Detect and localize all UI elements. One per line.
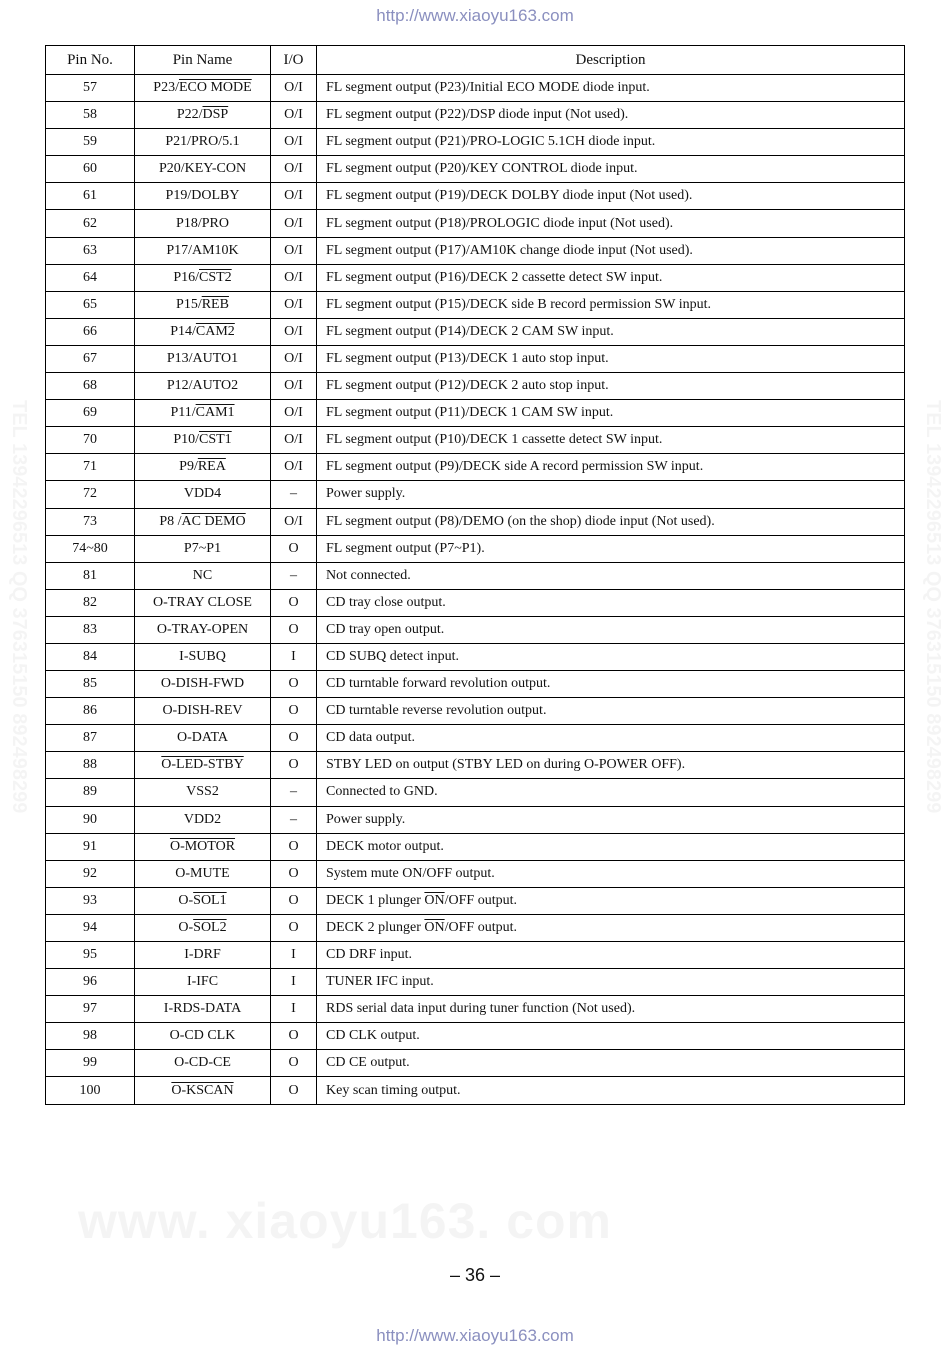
table-row — [46, 969, 905, 996]
table-row — [46, 373, 905, 400]
table-row — [46, 427, 905, 454]
pin-description — [317, 400, 905, 427]
pin-number: 86 — [46, 698, 135, 725]
table-row — [46, 833, 905, 860]
pin-number: 87 — [46, 725, 135, 752]
pin-description — [317, 75, 905, 102]
table-row — [46, 942, 905, 969]
pin-name — [135, 345, 271, 372]
pin-name-text: P14/ — [170, 323, 196, 339]
table-row — [46, 589, 905, 616]
pin-number: 61 — [46, 183, 135, 210]
pin-name-text: P20/KEY-CON — [158, 161, 247, 177]
pin-description — [317, 535, 905, 562]
pin-description — [317, 373, 905, 400]
pin-name-text: VDD4 — [183, 486, 222, 502]
pin-name — [135, 75, 271, 102]
pin-name-text: NC — [192, 567, 213, 583]
pin-number: 68 — [46, 373, 135, 400]
pin-name — [135, 373, 271, 400]
description-text: RDS serial data input during tuner function (Not used). — [326, 1001, 636, 1017]
pin-io: O/I — [271, 210, 317, 237]
pin-name — [135, 562, 271, 589]
table-row — [46, 291, 905, 318]
pin-name-overline: ECO MODE — [178, 80, 252, 96]
pin-description — [317, 562, 905, 589]
pin-number: 83 — [46, 616, 135, 643]
table-row — [46, 264, 905, 291]
pin-number: 71 — [46, 454, 135, 481]
pin-name — [135, 400, 271, 427]
pin-io: O — [271, 833, 317, 860]
pin-name-text: P7~P1 — [183, 540, 222, 556]
table-header-row — [46, 46, 905, 75]
table-row — [46, 914, 905, 941]
table-row — [46, 1077, 905, 1104]
pin-number: 95 — [46, 942, 135, 969]
pin-name-overline: $\overline{REB}$ — [201, 296, 229, 312]
pin-number: 100 — [46, 1077, 135, 1104]
pin-io: O/I — [271, 318, 317, 345]
pin-name — [135, 752, 271, 779]
pin-name-overline: CAM2 — [195, 323, 235, 339]
pin-name-overline: SOL2 — [193, 919, 227, 935]
pin-name — [135, 589, 271, 616]
pin-name — [135, 914, 271, 941]
pin-number: 69 — [46, 400, 135, 427]
description-text: FL segment output (P18)/PROLOGIC diode input (Not used). — [326, 215, 674, 231]
pin-name — [135, 887, 271, 914]
pin-number: 82 — [46, 589, 135, 616]
pin-description — [317, 806, 905, 833]
tel-watermark-right — [921, 400, 944, 813]
pin-name-text: O-DATA — [177, 730, 228, 746]
description-text: FL segment output (P11)/DECK 1 CAM SW input. — [326, 405, 614, 421]
pin-io: O — [271, 616, 317, 643]
pin-number: 99 — [46, 1050, 135, 1077]
table-row — [46, 345, 905, 372]
table-row — [46, 129, 905, 156]
pin-description — [317, 129, 905, 156]
pin-name-overline: $\overline{DSP}$ — [202, 107, 229, 123]
pin-io: – — [271, 562, 317, 589]
description-text: Power supply. — [326, 486, 406, 502]
pin-io: O/I — [271, 427, 317, 454]
description-text: DECK 2 plunger — [326, 919, 425, 935]
pin-name — [135, 264, 271, 291]
pin-name-overline: O-KSCAN — [171, 1082, 234, 1098]
header-url[interactable]: http://www.xiaoyu163.com — [376, 6, 574, 25]
pin-name-text: P16/ — [173, 269, 199, 285]
pin-number: 90 — [46, 806, 135, 833]
pin-name-text: O-TRAY CLOSE — [153, 594, 252, 610]
site-watermark — [78, 1192, 612, 1250]
pin-description — [317, 508, 905, 535]
table-row — [46, 183, 905, 210]
pin-name — [135, 129, 271, 156]
pin-number: 88 — [46, 752, 135, 779]
pin-name-text: P12/AUTO2 — [166, 378, 239, 394]
pin-description — [317, 291, 905, 318]
description-text: FL segment output (P19)/DECK DOLBY diode input (Not used). — [326, 188, 693, 204]
pin-name-overline: CST2 — [199, 269, 232, 285]
description-text: TUNER IFC input. — [326, 974, 434, 990]
table-row — [46, 1023, 905, 1050]
pin-number: 74~80 — [46, 535, 135, 562]
pin-name — [135, 725, 271, 752]
pin-io: O/I — [271, 345, 317, 372]
pin-number: 84 — [46, 643, 135, 670]
pin-io: O — [271, 1077, 317, 1104]
pin-name-text: P19/DOLBY — [165, 188, 240, 204]
pin-number: 62 — [46, 210, 135, 237]
pin-description — [317, 156, 905, 183]
pin-io: I — [271, 643, 317, 670]
pin-description — [317, 671, 905, 698]
pin-io: O/I — [271, 508, 317, 535]
table-row — [46, 535, 905, 562]
table-row — [46, 616, 905, 643]
pin-io: O — [271, 725, 317, 752]
pin-io: O/I — [271, 75, 317, 102]
pin-name-overline: CAM1 — [195, 405, 235, 421]
table-row — [46, 779, 905, 806]
description-text: Connected to GND. — [326, 784, 438, 800]
pin-io: – — [271, 779, 317, 806]
pin-number: 66 — [46, 318, 135, 345]
description-text: FL segment output (P22)/DSP diode input (Not used). — [326, 107, 629, 123]
table-row — [46, 210, 905, 237]
pin-name — [135, 942, 271, 969]
pin-name-overline: CST1 — [199, 432, 232, 448]
table-row — [46, 400, 905, 427]
pin-name — [135, 183, 271, 210]
footer-url[interactable]: http://www.xiaoyu163.com — [376, 1326, 574, 1345]
pin-description — [317, 1077, 905, 1104]
pin-name-overline: O-LED-STBY — [161, 757, 244, 773]
table-row — [46, 102, 905, 129]
pin-name-text: VDD2 — [183, 811, 222, 827]
description-text: CD SUBQ detect input. — [326, 649, 459, 665]
description-overline: $\overline{ON}$ — [424, 892, 445, 908]
description-text: CD DRF input. — [326, 947, 412, 963]
description-text: CD CLK output. — [326, 1028, 420, 1044]
pin-name — [135, 102, 271, 129]
pin-name-text: I-RDS-DATA — [163, 1001, 242, 1017]
pin-name-overline: O-MOTOR — [169, 838, 236, 854]
table-row — [46, 887, 905, 914]
pin-description — [317, 481, 905, 508]
page-number: – 36 – — [449, 1265, 501, 1285]
pin-name — [135, 996, 271, 1023]
header-io: I/O — [271, 46, 317, 75]
description-text: FL segment output (P20)/KEY CONTROL diode input. — [326, 161, 638, 177]
description-text: FL segment output (P14)/DECK 2 CAM SW input. — [326, 323, 614, 339]
pin-io: O/I — [271, 373, 317, 400]
pin-description — [317, 427, 905, 454]
pin-name — [135, 210, 271, 237]
pin-description — [317, 779, 905, 806]
pin-description — [317, 725, 905, 752]
pin-io: O/I — [271, 183, 317, 210]
pin-number: 59 — [46, 129, 135, 156]
pin-description — [317, 102, 905, 129]
pin-number: 58 — [46, 102, 135, 129]
pin-name-text: I-SUBQ — [179, 649, 226, 665]
pin-description — [317, 942, 905, 969]
pin-name-text: O-DISH-REV — [162, 703, 243, 719]
pin-name — [135, 454, 271, 481]
pin-number: 63 — [46, 237, 135, 264]
pin-name-text: P15/ — [176, 296, 202, 312]
description-text: FL segment output (P21)/PRO-LOGIC 5.1CH diode input. — [326, 134, 656, 150]
pin-io: O — [271, 671, 317, 698]
pin-io: O — [271, 860, 317, 887]
pin-name — [135, 481, 271, 508]
pin-number: 73 — [46, 508, 135, 535]
description-text: FL segment output (P23)/Initial ECO MODE diode input. — [326, 80, 650, 96]
description-text: FL segment output (P9)/DECK side A record permission SW input. — [326, 459, 704, 475]
table-body — [46, 75, 905, 1105]
description-text: FL segment output (P8)/DEMO (on the shop) diode input (Not used). — [326, 513, 715, 529]
pin-name-text: O-MUTE — [175, 865, 230, 881]
pin-name — [135, 508, 271, 535]
table-row — [46, 237, 905, 264]
pin-name-text: P8 / — [159, 513, 182, 529]
pin-description — [317, 643, 905, 670]
pin-description — [317, 237, 905, 264]
description-text: FL segment output (P7~P1). — [326, 540, 485, 556]
table-row — [46, 508, 905, 535]
pin-number: 64 — [46, 264, 135, 291]
pin-io: O/I — [271, 264, 317, 291]
description-text: DECK 1 plunger — [326, 892, 425, 908]
pin-description — [317, 833, 905, 860]
pin-name — [135, 698, 271, 725]
pin-name-text: O- — [178, 919, 194, 935]
pin-name-text: P22/ — [176, 107, 203, 123]
pin-number: 70 — [46, 427, 135, 454]
pin-description — [317, 860, 905, 887]
pin-name-text: P10/ — [173, 432, 199, 448]
pin-name — [135, 291, 271, 318]
tel-watermark-left — [7, 400, 30, 813]
pin-number: 97 — [46, 996, 135, 1023]
description-text: FL segment output (P16)/DECK 2 cassette detect SW input. — [326, 269, 663, 285]
header-pin-name: Pin Name — [135, 46, 271, 75]
pin-name-text: P18/PRO — [176, 215, 229, 231]
pin-name-text: I-IFC — [186, 974, 219, 990]
pin-description — [317, 318, 905, 345]
description-suffix: /OFF output. — [444, 919, 517, 935]
pin-io: O — [271, 1050, 317, 1077]
pin-name-text: O-CD CLK — [169, 1028, 236, 1044]
pin-name-overline: SOL1 — [193, 892, 227, 908]
pin-description — [317, 914, 905, 941]
header-pin-no: Pin No. — [46, 46, 135, 75]
description-text: FL segment output (P15)/DECK side B record permission SW input. — [326, 296, 711, 312]
pin-name-overline: $\overline{REA}$ — [197, 459, 226, 475]
pin-name — [135, 969, 271, 996]
pin-io: I — [271, 942, 317, 969]
pin-io: O/I — [271, 237, 317, 264]
pin-description — [317, 887, 905, 914]
pin-number: 93 — [46, 887, 135, 914]
description-text: FL segment output (P13)/DECK 1 auto stop input. — [326, 350, 609, 366]
pin-description — [317, 616, 905, 643]
pin-description — [317, 210, 905, 237]
description-text: Not connected. — [326, 567, 411, 583]
pin-name-text: P23/ — [153, 80, 179, 96]
pin-name-text: O-CD-CE — [174, 1055, 231, 1071]
pin-number: 81 — [46, 562, 135, 589]
pin-name-text: O-TRAY-OPEN — [156, 621, 249, 637]
pin-number: 98 — [46, 1023, 135, 1050]
pin-description — [317, 698, 905, 725]
pin-name — [135, 237, 271, 264]
pin-name — [135, 833, 271, 860]
table-row — [46, 671, 905, 698]
pin-name — [135, 1023, 271, 1050]
pin-number: 72 — [46, 481, 135, 508]
pin-name-text: P11/ — [170, 405, 196, 421]
table-row — [46, 752, 905, 779]
table-row — [46, 156, 905, 183]
pin-name — [135, 779, 271, 806]
pin-description — [317, 183, 905, 210]
description-text: STBY LED on output (STBY LED on during O-POWER OFF). — [326, 757, 686, 773]
description-text: Power supply. — [326, 811, 406, 827]
pin-name — [135, 671, 271, 698]
pin-name-text: P9/ — [179, 459, 198, 475]
pin-name — [135, 806, 271, 833]
description-text: CD turntable forward revolution output. — [326, 676, 551, 692]
pin-number: 60 — [46, 156, 135, 183]
pin-description — [317, 264, 905, 291]
pin-name-text: P21/PRO/5.1 — [165, 134, 240, 150]
pin-io: O/I — [271, 102, 317, 129]
pin-io: O — [271, 1023, 317, 1050]
pin-description-table — [45, 45, 905, 1105]
pin-description — [317, 996, 905, 1023]
pin-name — [135, 535, 271, 562]
pin-number: 92 — [46, 860, 135, 887]
pin-io: – — [271, 481, 317, 508]
pin-description — [317, 752, 905, 779]
description-text: Key scan timing output. — [326, 1082, 461, 1098]
pin-io: O — [271, 887, 317, 914]
description-text: CD tray open output. — [326, 621, 445, 637]
description-text: DECK motor output. — [326, 838, 444, 854]
pin-name — [135, 616, 271, 643]
pin-number: 65 — [46, 291, 135, 318]
pin-name — [135, 1050, 271, 1077]
description-suffix: /OFF output. — [444, 892, 517, 908]
pin-number: 94 — [46, 914, 135, 941]
pin-name — [135, 318, 271, 345]
table-row — [46, 860, 905, 887]
pin-name-text: P17/AM10K — [166, 242, 239, 258]
table-row — [46, 698, 905, 725]
pin-number: 67 — [46, 345, 135, 372]
pin-description — [317, 345, 905, 372]
pin-number: 85 — [46, 671, 135, 698]
pin-number: 91 — [46, 833, 135, 860]
pin-description — [317, 589, 905, 616]
pin-io: O — [271, 914, 317, 941]
pin-name — [135, 427, 271, 454]
table-row — [46, 1050, 905, 1077]
pin-description — [317, 1050, 905, 1077]
pin-name-text: O-DISH-FWD — [160, 676, 245, 692]
description-text: CD data output. — [326, 730, 416, 746]
description-text: CD tray close output. — [326, 594, 446, 610]
table-row — [46, 318, 905, 345]
pin-description — [317, 969, 905, 996]
description-text: FL segment output (P10)/DECK 1 cassette detect SW input. — [326, 432, 663, 448]
pin-name — [135, 643, 271, 670]
pin-name-text: O- — [178, 892, 194, 908]
pin-name — [135, 860, 271, 887]
pin-number: 89 — [46, 779, 135, 806]
pin-io: O — [271, 698, 317, 725]
description-text: FL segment output (P17)/AM10K change diode input (Not used). — [326, 242, 693, 258]
pin-number: 96 — [46, 969, 135, 996]
description-text: CD CE output. — [326, 1055, 410, 1071]
table-row — [46, 481, 905, 508]
table-row — [46, 562, 905, 589]
pin-io: O/I — [271, 156, 317, 183]
pin-name-text: I-DRF — [184, 947, 221, 963]
pin-io: O — [271, 752, 317, 779]
pin-io: – — [271, 806, 317, 833]
table-row — [46, 725, 905, 752]
description-overline: $\overline{ON}$ — [424, 919, 445, 935]
table-row — [46, 75, 905, 102]
table-row — [46, 806, 905, 833]
pin-io: O/I — [271, 129, 317, 156]
pin-name — [135, 1077, 271, 1104]
pin-io: I — [271, 996, 317, 1023]
pin-description — [317, 454, 905, 481]
pin-io: O — [271, 535, 317, 562]
header-description: Description — [317, 46, 905, 75]
description-text: FL segment output (P12)/DECK 2 auto stop input. — [326, 378, 609, 394]
pin-description — [317, 1023, 905, 1050]
description-text: CD turntable reverse revolution output. — [326, 703, 547, 719]
description-text: System mute ON/OFF output. — [326, 865, 495, 881]
pin-name-overline: AC DEMO — [181, 513, 246, 529]
pin-io: O/I — [271, 400, 317, 427]
pin-name-text: P13/AUTO1 — [166, 350, 239, 366]
pin-io: O/I — [271, 291, 317, 318]
pin-io: O/I — [271, 454, 317, 481]
pin-number: 57 — [46, 75, 135, 102]
pin-name — [135, 156, 271, 183]
pin-io: O — [271, 589, 317, 616]
table-row — [46, 454, 905, 481]
table-row — [46, 643, 905, 670]
pin-io: I — [271, 969, 317, 996]
table-row — [46, 996, 905, 1023]
pin-name-text: VSS2 — [186, 784, 219, 800]
